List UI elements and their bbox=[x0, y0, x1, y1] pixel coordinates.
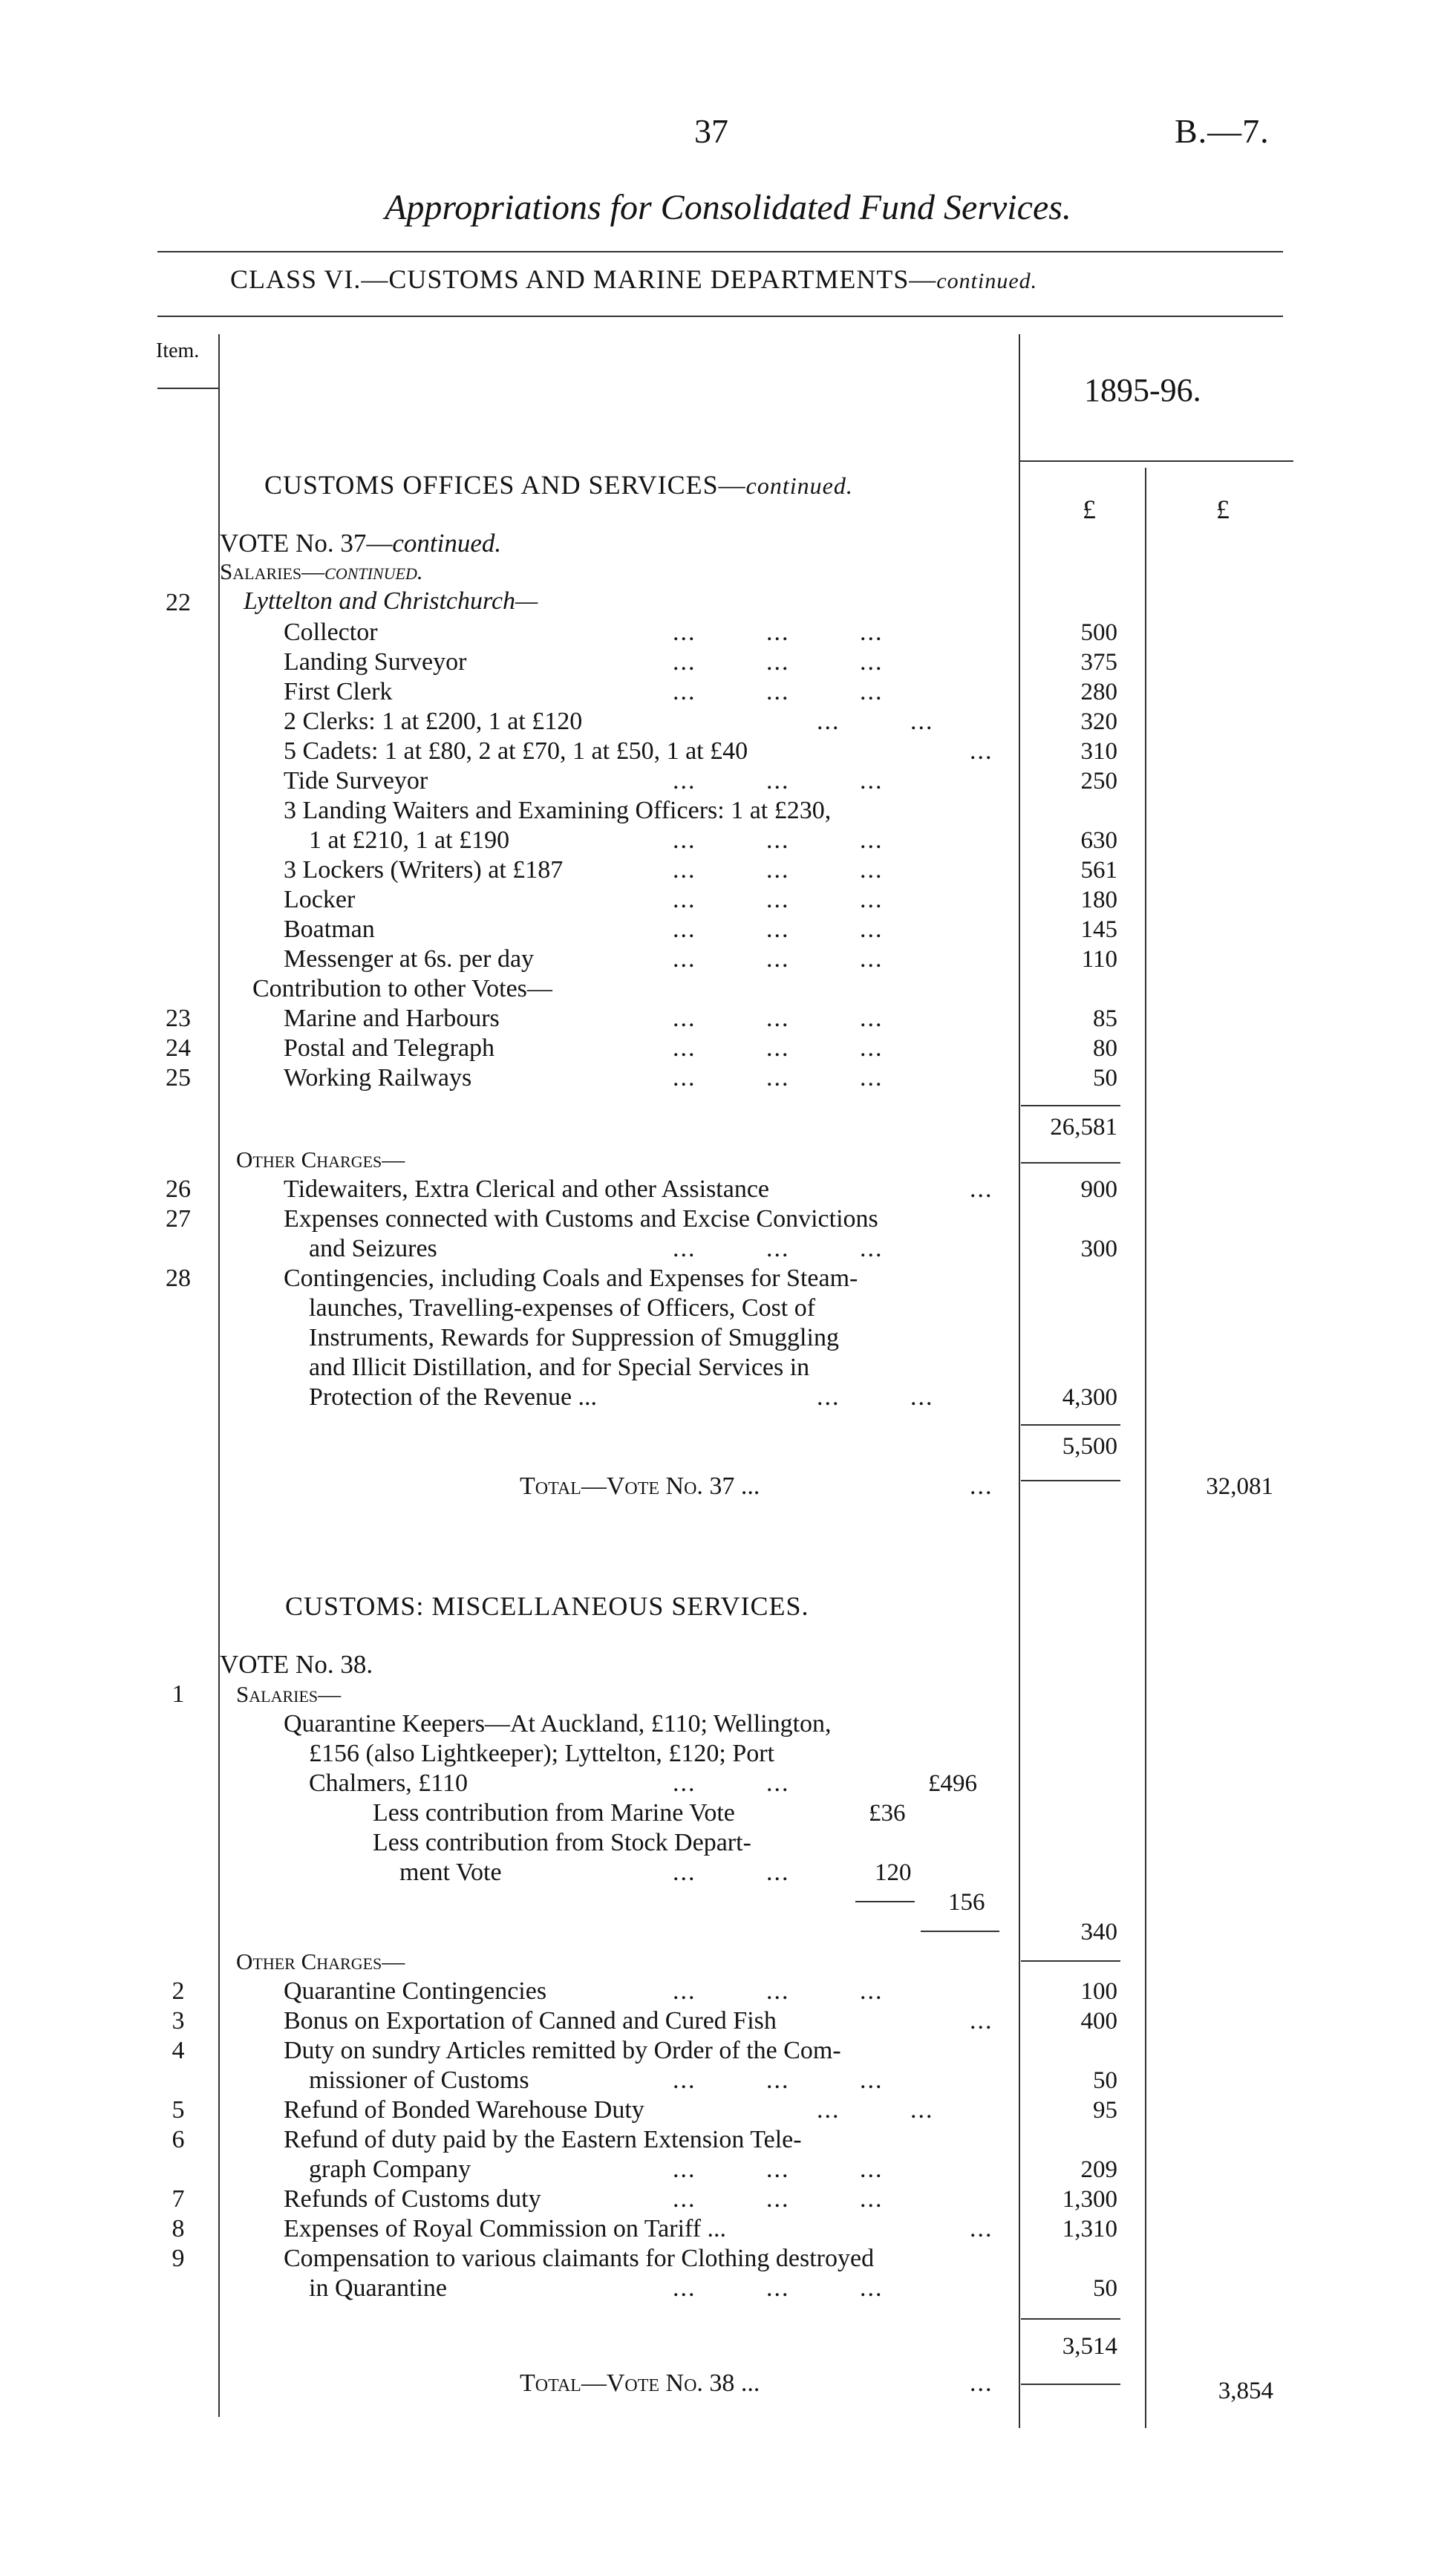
item-number: 9 bbox=[172, 2245, 185, 2272]
leader-dots: ... ... ... bbox=[673, 678, 884, 705]
rule-item-header bbox=[157, 388, 218, 389]
quarantine-gross-amount: £496 bbox=[928, 1770, 977, 1797]
vote-38-heading: VOTE No. 38. bbox=[220, 1650, 373, 1679]
leader-dots: ... ... ... bbox=[673, 2156, 884, 2183]
rule-item-column bbox=[218, 334, 220, 2417]
leader-dots: ... ... ... bbox=[673, 619, 884, 646]
item-number: 22 bbox=[166, 589, 191, 616]
charge-text: Refunds of Customs duty bbox=[284, 2185, 541, 2213]
charge-text: Bonus on Exportation of Canned and Cured Fish bbox=[284, 2007, 777, 2035]
charge-amount: 900 bbox=[1080, 1176, 1117, 1203]
salary-line-amount: 250 bbox=[1080, 768, 1117, 795]
leader-dots: ... bbox=[970, 2215, 993, 2242]
charge-text: Expenses of Royal Commission on Tariff ... bbox=[284, 2215, 727, 2242]
charge-text: in Quarantine bbox=[309, 2274, 447, 2302]
contribution-amount: 80 bbox=[1093, 1035, 1117, 1062]
item-number: 8 bbox=[172, 2215, 185, 2242]
leader-dots: ... bbox=[970, 2007, 993, 2035]
leader-dots: ... ... ... bbox=[673, 2185, 884, 2213]
less-contribution-marine: Less contribution from Marine Vote bbox=[373, 1799, 735, 1827]
salary-line-text: 3 Landing Waiters and Examining Officers: 1 at £230, bbox=[284, 797, 832, 824]
rule-other-subtotal bbox=[1021, 1424, 1120, 1426]
salary-line-amount: 280 bbox=[1080, 679, 1117, 705]
pound-symbol-column-2: £ bbox=[1216, 495, 1230, 524]
quarantine-text: £156 (also Lightkeeper); Lyttelton, £120; Port bbox=[309, 1740, 775, 1767]
rule-amount-middle bbox=[1145, 468, 1146, 2428]
item-number: 24 bbox=[166, 1034, 191, 1062]
charge-text: Instruments, Rewards for Suppression of Smuggling bbox=[309, 1324, 839, 1351]
salary-line-amount: 320 bbox=[1080, 708, 1117, 735]
less-total-amount: 156 bbox=[948, 1889, 985, 1916]
pound-symbol-column-1: £ bbox=[1083, 495, 1096, 524]
page-number: 37 bbox=[694, 112, 728, 150]
salary-line-text: Boatman bbox=[284, 916, 375, 943]
other-charges-heading: Other Charges— bbox=[236, 1146, 405, 1172]
leader-dots: ... ... ... bbox=[673, 648, 884, 676]
salary-line-amount: 110 bbox=[1081, 946, 1117, 973]
section-heading-customs-offices: CUSTOMS OFFICES AND SERVICES—continued. bbox=[264, 470, 853, 500]
charge-text: Quarantine Contingencies bbox=[284, 1977, 547, 2005]
leader-dots: ... ... bbox=[673, 1769, 790, 1797]
salary-line-text: Landing Surveyor bbox=[284, 648, 467, 676]
salary-line-text: First Clerk bbox=[284, 678, 393, 705]
item-number: 2 bbox=[172, 1977, 185, 2005]
salary-line-text: 2 Clerks: 1 at £200, 1 at £120 bbox=[284, 708, 583, 735]
rule-other-38-subtotal-2 bbox=[1021, 2384, 1120, 2385]
salary-line-amount: 145 bbox=[1080, 916, 1117, 943]
contribution-text: Working Railways bbox=[284, 1064, 472, 1092]
charge-text: Duty on sundry Articles remitted by Order of the Com- bbox=[284, 2037, 841, 2064]
rule-less bbox=[855, 1901, 915, 1902]
leader-dots: ... ... ... bbox=[673, 1064, 884, 1092]
less-contribution-stock: Less contribution from Stock Depart- bbox=[373, 1829, 751, 1856]
charge-amount: 1,310 bbox=[1062, 2216, 1117, 2242]
quarantine-text: Quarantine Keepers—At Auckland, £110; Wellington, bbox=[284, 1710, 832, 1738]
rule-class bbox=[157, 316, 1283, 317]
rule-subtotal bbox=[1021, 1105, 1120, 1106]
contribution-heading: Contribution to other Votes— bbox=[252, 975, 552, 1002]
charge-amount: 50 bbox=[1093, 2275, 1117, 2302]
charge-amount: 4,300 bbox=[1062, 1384, 1117, 1411]
salary-line-amount: 310 bbox=[1080, 738, 1117, 765]
vote-38-total-label: Total—Vote No. 38 ... bbox=[520, 2369, 760, 2397]
leader-dots: ... ... bbox=[817, 1383, 934, 1411]
salary-line-amount: 630 bbox=[1080, 827, 1117, 854]
charge-amount: 400 bbox=[1080, 2008, 1117, 2035]
charge-text: Expenses connected with Customs and Excise Convictions bbox=[284, 1205, 878, 1233]
salaries-subtotal: 26,581 bbox=[1050, 1114, 1117, 1141]
leader-dots: ... ... ... bbox=[673, 856, 884, 884]
vote-38-total-amount: 3,854 bbox=[1218, 2378, 1273, 2404]
item-number: 23 bbox=[166, 1005, 191, 1032]
charge-text: Protection of the Revenue ... bbox=[309, 1383, 598, 1411]
rule-top bbox=[157, 251, 1283, 252]
location-heading: Lyttelton and Christchurch— bbox=[244, 587, 538, 615]
leader-dots: ... ... ... bbox=[673, 2274, 884, 2302]
item-number: 28 bbox=[166, 1265, 191, 1292]
item-number: 3 bbox=[172, 2007, 185, 2035]
salary-line-text: 1 at £210, 1 at £190 bbox=[309, 826, 510, 854]
salary-line-text: Messenger at 6s. per day bbox=[284, 945, 535, 973]
section-heading-misc-services: CUSTOMS: MISCELLANEOUS SERVICES. bbox=[285, 1591, 809, 1621]
document-reference: B.—7. bbox=[1175, 112, 1270, 150]
rule-other-subtotal-2 bbox=[1021, 1480, 1120, 1481]
leader-dots: ... ... bbox=[817, 708, 934, 735]
salary-line-amount: 180 bbox=[1080, 887, 1117, 913]
salary-line-text: Tide Surveyor bbox=[284, 767, 428, 795]
rule-net bbox=[921, 1931, 999, 1932]
item-number: 27 bbox=[166, 1205, 191, 1233]
charge-text: missioner of Customs bbox=[309, 2066, 529, 2094]
charge-text: Refund of duty paid by the Eastern Extension Tele- bbox=[284, 2126, 802, 2153]
item-number: 5 bbox=[172, 2096, 185, 2124]
salary-line-amount: 375 bbox=[1080, 649, 1117, 676]
charge-text: Compensation to various claimants for Clothing destroyed bbox=[284, 2245, 875, 2272]
leader-dots: ... bbox=[970, 737, 993, 765]
salary-line-amount: 561 bbox=[1080, 857, 1117, 884]
quarantine-text: Chalmers, £110 bbox=[309, 1769, 469, 1797]
year-header: 1895-96. bbox=[1084, 372, 1201, 408]
leader-dots: ... ... ... bbox=[673, 886, 884, 913]
leader-dots: ... bbox=[970, 2369, 993, 2397]
charge-text: Tidewaiters, Extra Clerical and other Assistance bbox=[284, 1175, 770, 1203]
leader-dots: ... ... ... bbox=[673, 1005, 884, 1032]
leader-dots: ... ... ... bbox=[673, 1235, 884, 1262]
charge-text: Refund of Bonded Warehouse Duty bbox=[284, 2096, 644, 2124]
contribution-amount: 50 bbox=[1093, 1065, 1117, 1092]
salary-line-text: Locker bbox=[284, 886, 356, 913]
charge-text: launches, Travelling-expenses of Officers, Cost of bbox=[309, 1294, 816, 1322]
item-number: 26 bbox=[166, 1175, 191, 1203]
leader-dots: ... ... ... bbox=[673, 945, 884, 973]
salaries-38-total: 340 bbox=[1080, 1919, 1117, 1945]
salaries-heading: Salaries—continued. bbox=[220, 558, 423, 584]
less-contribution-stock-cont: ment Vote bbox=[399, 1859, 502, 1886]
leader-dots: ... ... ... bbox=[673, 1977, 884, 2005]
vote-37-heading: VOTE No. 37—continued. bbox=[220, 529, 502, 558]
rule-salaries-38 bbox=[1021, 1960, 1120, 1962]
less-contribution-stock-amount: 120 bbox=[875, 1859, 912, 1886]
item-number: 25 bbox=[166, 1064, 191, 1092]
other-charges-38-subtotal: 3,514 bbox=[1062, 2333, 1117, 2360]
leader-dots: ... ... bbox=[817, 2096, 934, 2124]
leader-dots: ... ... ... bbox=[673, 2066, 884, 2094]
charge-amount: 1,300 bbox=[1062, 2186, 1117, 2213]
charge-amount: 100 bbox=[1080, 1978, 1117, 2005]
class-heading: CLASS VI.—CUSTOMS AND MARINE DEPARTMENTS—continued. bbox=[230, 264, 1038, 294]
page-title: Appropriations for Consolidated Fund Services. bbox=[385, 188, 1071, 227]
leader-dots: ... ... ... bbox=[673, 826, 884, 854]
charge-amount: 50 bbox=[1093, 2067, 1117, 2094]
rule-subtotal-2 bbox=[1021, 1162, 1120, 1164]
charge-text: Contingencies, including Coals and Expenses for Steam- bbox=[284, 1265, 858, 1292]
contribution-amount: 85 bbox=[1093, 1005, 1117, 1032]
leader-dots: ... ... ... bbox=[673, 767, 884, 795]
charge-amount: 209 bbox=[1080, 2156, 1117, 2183]
vote-37-total-label: Total—Vote No. 37 ... bbox=[520, 1472, 760, 1500]
rule-other-38-subtotal bbox=[1021, 2318, 1120, 2320]
leader-dots: ... bbox=[970, 1175, 993, 1203]
leader-dots: ... ... ... bbox=[673, 1034, 884, 1062]
charge-text: graph Company bbox=[309, 2156, 471, 2183]
rule-year bbox=[1019, 460, 1293, 462]
vote-37-total-amount: 32,081 bbox=[1206, 1473, 1273, 1500]
salary-line-amount: 500 bbox=[1080, 619, 1117, 646]
leader-dots: ... ... ... bbox=[673, 916, 884, 943]
less-contribution-marine-amount: £36 bbox=[869, 1800, 906, 1827]
contribution-text: Marine and Harbours bbox=[284, 1005, 500, 1032]
item-number: 1 bbox=[172, 1680, 185, 1708]
item-number: 4 bbox=[172, 2037, 185, 2064]
leader-dots: ... ... bbox=[673, 1859, 790, 1886]
salaries-heading-38: Salaries— bbox=[236, 1681, 342, 1707]
charge-amount: 300 bbox=[1080, 1236, 1117, 1262]
salary-line-text: 3 Lockers (Writers) at £187 bbox=[284, 856, 564, 884]
item-number: 6 bbox=[172, 2126, 185, 2153]
salary-line-text: Collector bbox=[284, 619, 378, 646]
other-charges-heading-38: Other Charges— bbox=[236, 1948, 405, 1974]
charge-text: and Illicit Distillation, and for Special Services in bbox=[309, 1354, 810, 1381]
charge-amount: 95 bbox=[1093, 2097, 1117, 2124]
item-number: 7 bbox=[172, 2185, 185, 2213]
other-charges-subtotal: 5,500 bbox=[1062, 1433, 1117, 1460]
salary-line-text: 5 Cadets: 1 at £80, 2 at £70, 1 at £50, 1 at £40 bbox=[284, 737, 748, 765]
item-column-header: Item. bbox=[156, 339, 200, 362]
contribution-text: Postal and Telegraph bbox=[284, 1034, 495, 1062]
charge-text: and Seizures bbox=[309, 1235, 437, 1262]
leader-dots: ... bbox=[970, 1472, 993, 1500]
